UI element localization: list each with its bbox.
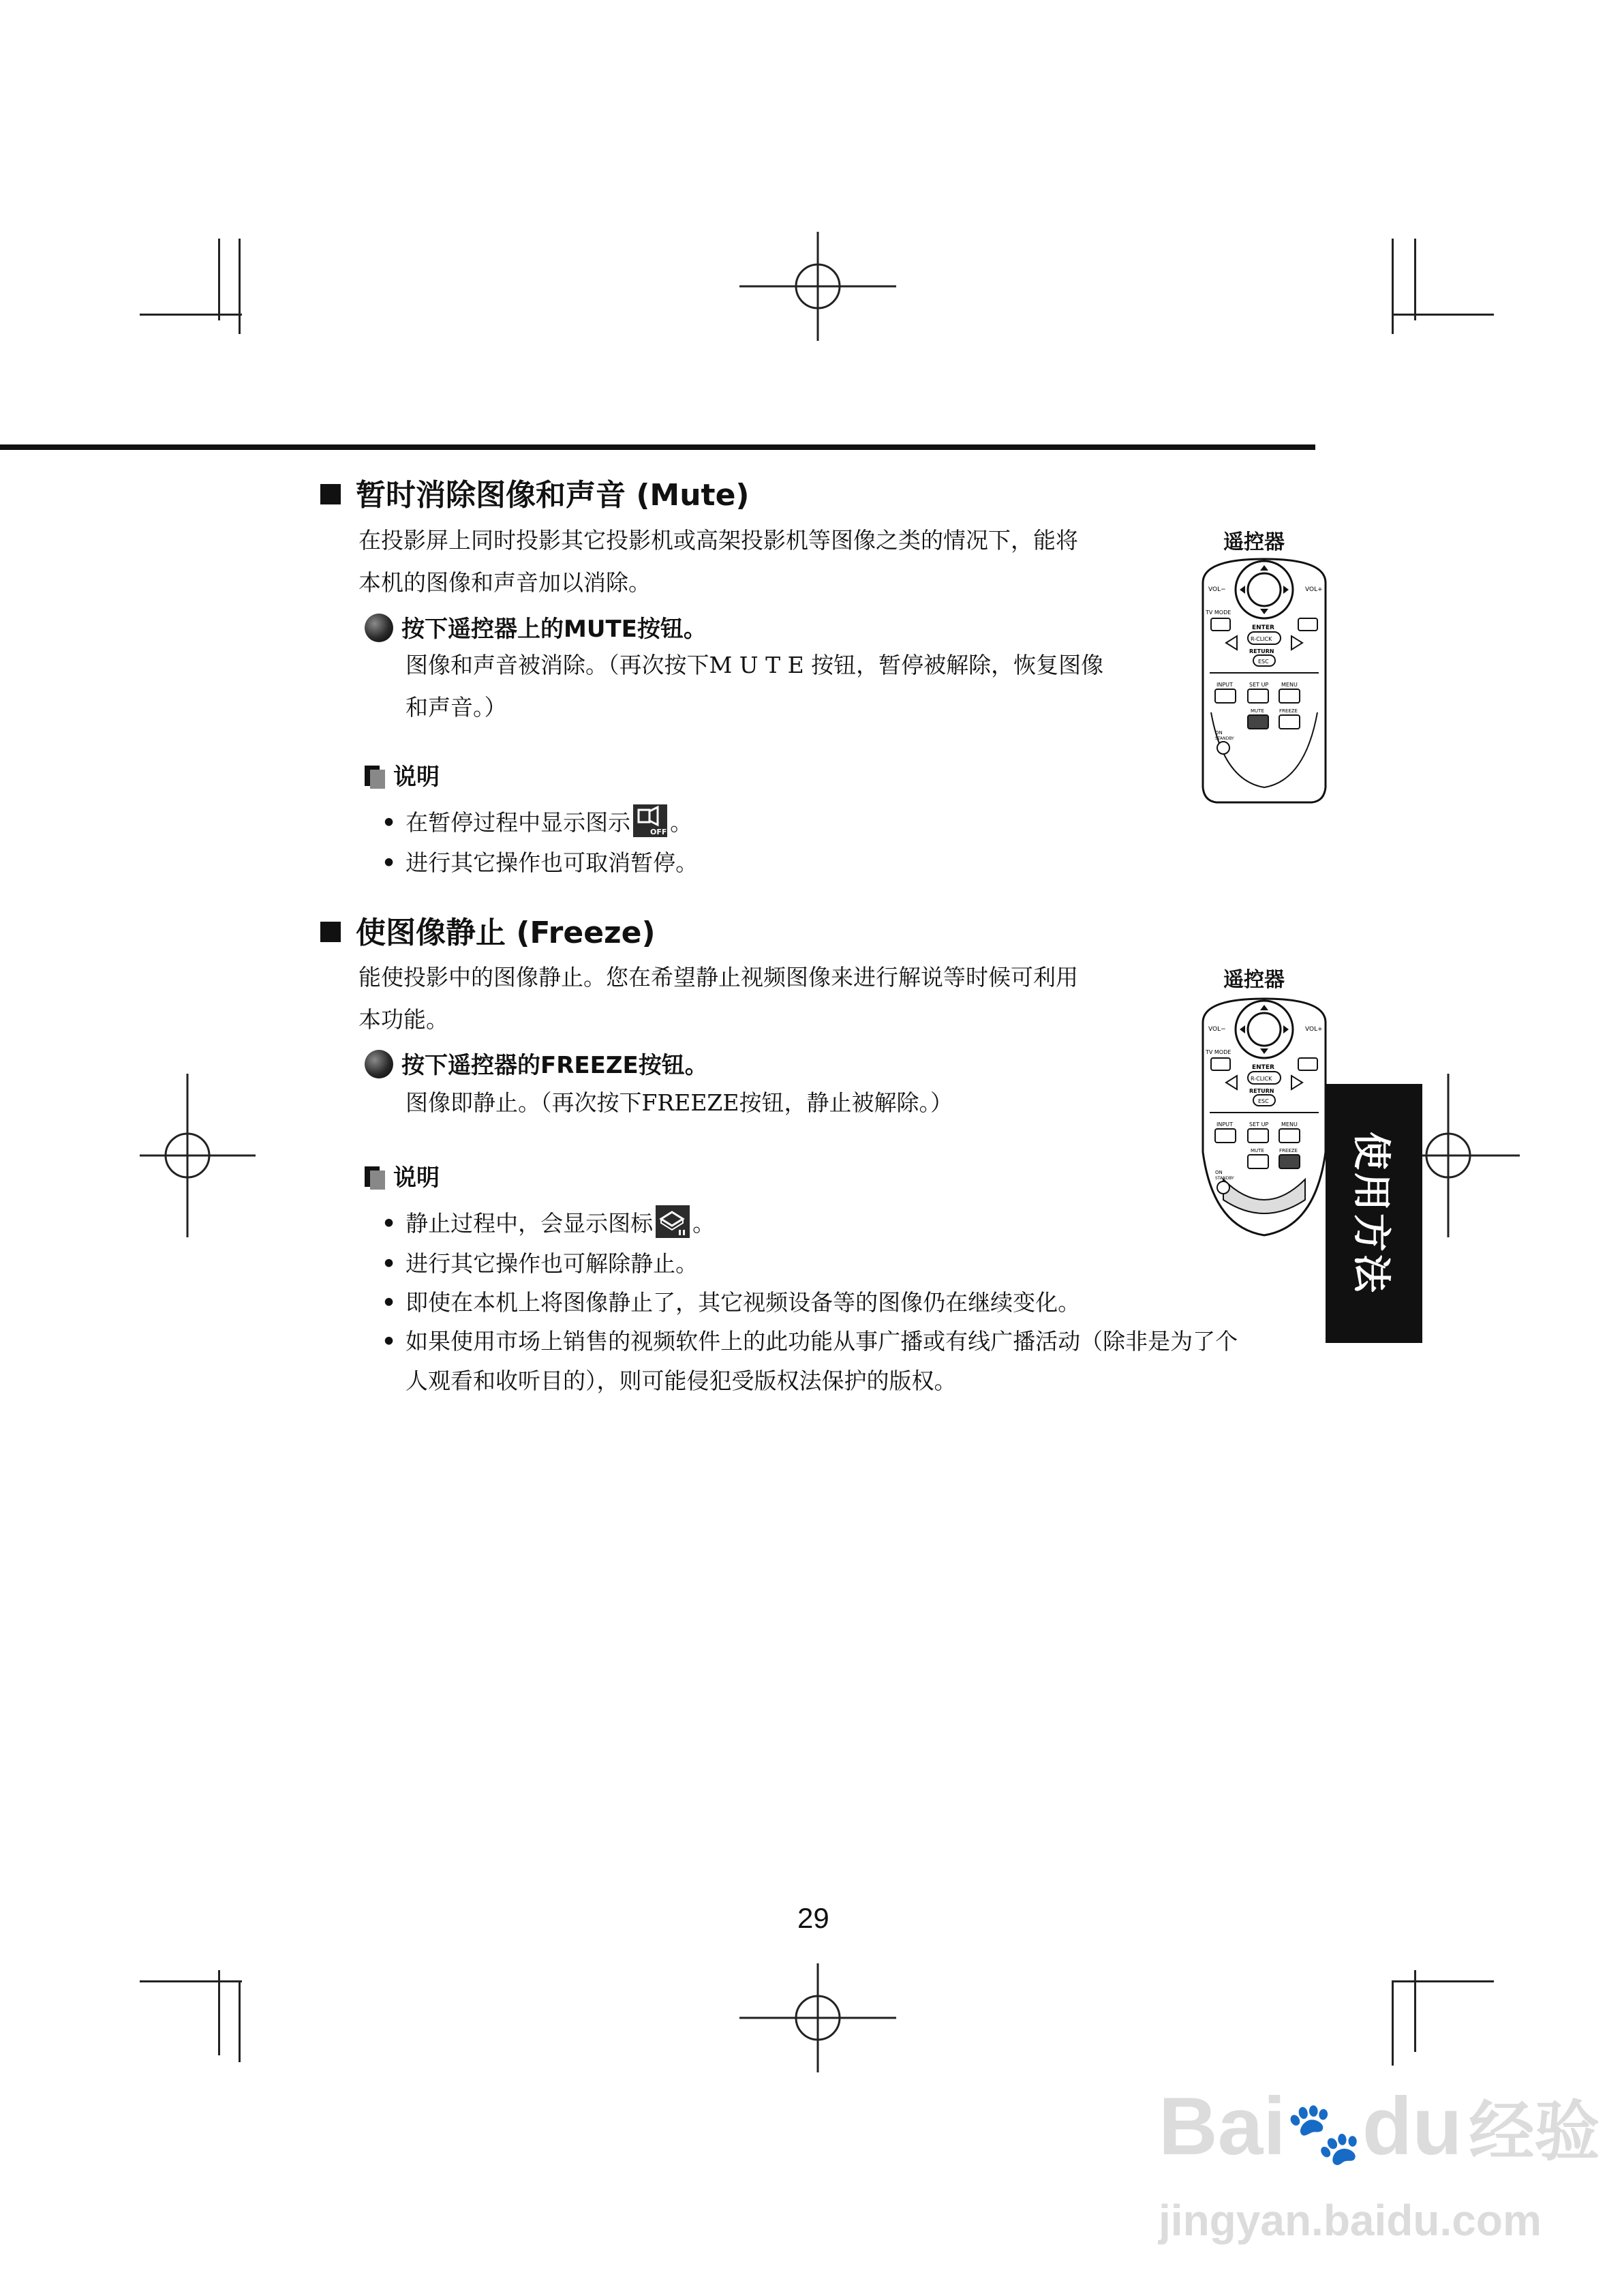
remote-label-r-click: R-CLICK: [1251, 636, 1272, 642]
watermark-logo: Bai🐾du 经验: [1159, 2081, 1600, 2172]
registration-mark-top: [739, 232, 896, 341]
section-title-freeze: 使图像静止 (Freeze): [320, 908, 656, 952]
remote-label-input: INPUT: [1216, 1121, 1233, 1128]
remote-mute-button-highlight: [1248, 715, 1268, 729]
freeze-note-item-continued: 人观看和收听目的），则可能侵犯受版权法保护的版权。: [406, 1368, 957, 1394]
paw-icon: 🐾: [1285, 2100, 1362, 2168]
registration-mark-left: [140, 1074, 256, 1237]
remote-label-setup: SET UP: [1249, 1121, 1269, 1128]
remote-label-mute: MUTE: [1251, 1148, 1264, 1153]
freeze-note-item: • 静止过程中，会显示图标 。: [382, 1205, 715, 1238]
remote-control-mute: [1196, 556, 1332, 804]
square-bullet-icon: [320, 922, 341, 942]
step-bullet-icon: [365, 614, 393, 642]
remote-caption: 遥控器: [1223, 968, 1285, 992]
remote-label-vol-minus: VOL−: [1208, 586, 1226, 593]
remote-label-return: RETURN: [1249, 1088, 1274, 1094]
note-icon: [365, 1166, 385, 1190]
note-icon: [365, 766, 385, 789]
remote-label-enter: ENTER: [1252, 1064, 1274, 1071]
mute-off-icon: [633, 804, 667, 837]
mute-result: 图像和声音被消除。（再次按下M U T E 按钮，暂停被解除，恢复图像 和声音。）: [406, 652, 1104, 721]
side-tab: 使用方法: [1326, 1084, 1422, 1343]
freeze-step: 按下遥控器的FREEZE按钮。: [365, 1046, 708, 1080]
remote-label-vol-plus: VOL+: [1305, 1026, 1323, 1033]
mute-step: 按下遥控器上的MUTE按钮。: [365, 610, 707, 644]
remote-label-menu: MENU: [1281, 1121, 1298, 1128]
remote-label-r-click: R-CLICK: [1251, 1076, 1272, 1082]
remote-label-esc: ESC: [1258, 1098, 1269, 1104]
remote-label-mute: MUTE: [1251, 708, 1264, 714]
remote-freeze-button-highlight: [1279, 1155, 1300, 1168]
mute-description: 在投影屏上同时投影其它投影机或高架投影机等图像之类的情况下，能将 本机的图像和声音加以消除。: [358, 527, 1078, 596]
remote-label-esc: ESC: [1258, 659, 1269, 665]
remote-label-on: ON: [1215, 1170, 1223, 1175]
remote-label-enter: ENTER: [1252, 624, 1274, 631]
remote-label-menu: MENU: [1281, 682, 1298, 688]
remote-label-freeze: FREEZE: [1279, 1148, 1298, 1153]
remote-control-freeze: [1196, 995, 1332, 1241]
header-rule: [0, 444, 1315, 450]
remote-label-vol-minus: VOL−: [1208, 1026, 1226, 1033]
section-title-mute: 暂时消除图像和声音 (Mute): [320, 470, 750, 514]
remote-label-return: RETURN: [1249, 648, 1274, 654]
remote-label-standby: STANDBY: [1215, 1176, 1234, 1181]
remote-label-on: ON: [1215, 730, 1223, 736]
remote-caption: 遥控器: [1223, 530, 1285, 554]
watermark-url: jingyan.baidu.com: [1159, 2196, 1542, 2245]
step-bullet-icon: [365, 1050, 393, 1078]
remote-label-vol-plus: VOL+: [1305, 586, 1323, 593]
square-bullet-icon: [320, 484, 341, 504]
freeze-result: 图像即静止。（再次按下FREEZE按钮，静止被解除。）: [406, 1089, 953, 1116]
freeze-note-heading: 说明: [365, 1159, 440, 1192]
svg-text:OFF: OFF: [650, 828, 667, 836]
freeze-description: 能使投影中的图像静止。您在希望静止视频图像来进行解说等时候可利用 本功能。: [358, 964, 1078, 1033]
page-number: 29: [797, 1902, 829, 1934]
mute-note-item: • 在暂停过程中显示图示 OFF 。: [382, 804, 692, 837]
mute-note-item: • 进行其它操作也可取消暂停。: [382, 849, 699, 876]
remote-label-tv-mode: TV MODE: [1206, 609, 1231, 616]
freeze-icon: [656, 1205, 690, 1238]
remote-label-freeze: FREEZE: [1279, 708, 1298, 714]
remote-label-tv-mode: TV MODE: [1206, 1049, 1231, 1055]
freeze-note-item: • 如果使用市场上销售的视频软件上的此功能从事广播或有线广播活动（除非是为了个: [382, 1328, 1238, 1355]
remote-label-input: INPUT: [1216, 682, 1233, 688]
mute-note-heading: 说明: [365, 758, 440, 791]
freeze-note-item: • 即使在本机上将图像静止了，其它视频设备等的图像仍在继续变化。: [382, 1289, 1081, 1316]
registration-mark-bottom: [739, 1963, 896, 2072]
freeze-note-item: • 进行其它操作也可解除静止。: [382, 1250, 699, 1277]
remote-label-setup: SET UP: [1249, 682, 1269, 688]
remote-label-standby: STANDBY: [1215, 736, 1234, 741]
